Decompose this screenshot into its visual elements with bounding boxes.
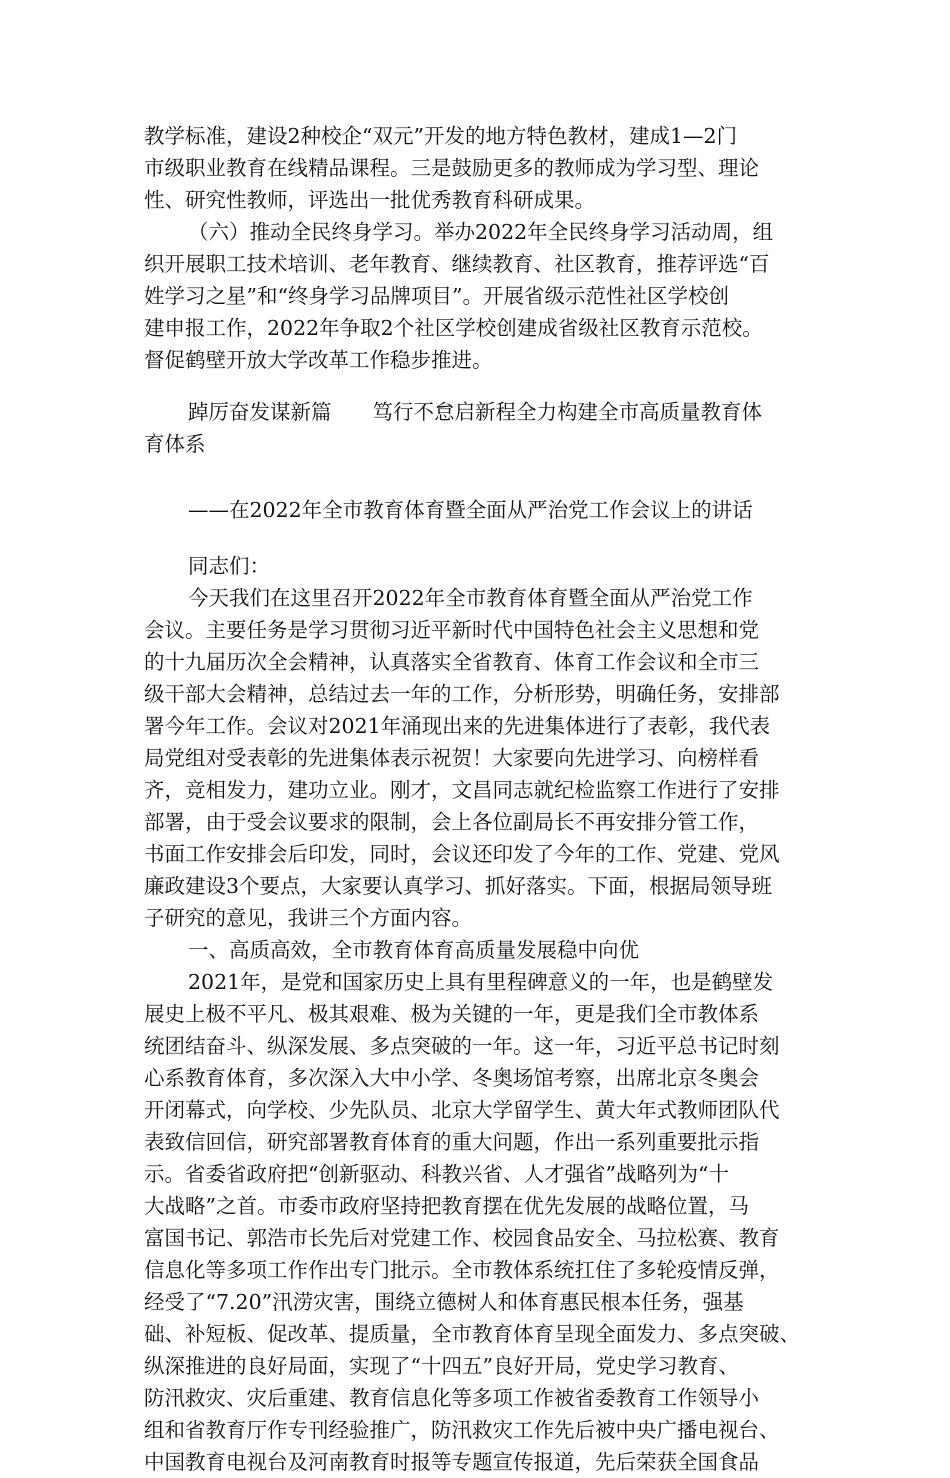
title-line: 踔厉奋发谋新篇 笃行不怠启新程全力构建全市高质量教育体 <box>188 400 762 424</box>
paragraph-six-first-line: （六）推动全民终身学习。举办2022年全民终身学习活动周，组 <box>188 220 774 244</box>
body-line: 大战略”之首。市委市政府坚持把教育摆在优先发展的战略位置，马 <box>144 1194 749 1218</box>
body-line: 部署，由于受会议要求的限制，会上各位副局长不再安排分管工作， <box>144 810 759 834</box>
body-line: 教学标准，建设2种校企“双元”开发的地方特色教材，建成1—2门 <box>144 124 738 148</box>
body-line: 署今年工作。会议对2021年涌现出来的先进集体进行了表彰，我代表 <box>144 714 771 738</box>
body-line: 统团结奋斗、纵深发展、多点突破的一年。这一年，习近平总书记时刻 <box>144 1034 780 1058</box>
body-line: 防汛救灾、灾后重建、教育信息化等多项工作被省委教育工作领导小 <box>144 1386 759 1410</box>
body-line: 组和省教育厅作专刊经验推广，防汛救灾工作先后被中央广播电视台、 <box>144 1418 780 1442</box>
body-line: 的十九届历次全会精神，认真落实全省教育、体育工作会议和全市三 <box>144 650 759 674</box>
body-line: 建申报工作，2022年争取2个社区学校创建成省级社区教育示范校。 <box>144 316 763 340</box>
title-line: 育体系 <box>144 432 206 456</box>
body-line: 表致信回信，研究部署教育体育的重大问题，作出一系列重要批示指 <box>144 1130 759 1154</box>
section-one-first-line: 2021年，是党和国家历史上具有里程碑意义的一年，也是鹤壁发 <box>188 970 774 994</box>
intro-first-line: 今天我们在这里召开2022年全市教育体育暨全面从严治党工作 <box>188 586 753 610</box>
body-line: 市级职业教育在线精品课程。三是鼓励更多的教师成为学习型、理论 <box>144 156 759 180</box>
body-line: 会议。主要任务是学习贯彻习近平新时代中国特色社会主义思想和党 <box>144 618 759 642</box>
body-line: 富国书记、郭浩市长先后对党建工作、校园食品安全、马拉松赛、教育 <box>144 1226 780 1250</box>
body-line: 级干部大会精神，总结过去一年的工作，分析形势，明确任务，安排部 <box>144 682 780 706</box>
body-line: 开闭幕式，向学校、少先队员、北京大学留学生、黄大年式教师团队代 <box>144 1098 780 1122</box>
body-line: 纵深推进的良好局面，实现了“十四五”良好开局，党史学习教育、 <box>144 1354 739 1378</box>
body-line: 础、补短板、促改革、提质量，全市教育体育呈现全面发力、多点突破、 <box>144 1322 800 1346</box>
body-line: 书面工作安排会后印发，同时，会议还印发了今年的工作、党建、党风 <box>144 842 780 866</box>
body-line: 性、研究性教师，评选出一批优秀教育科研成果。 <box>144 188 595 212</box>
body-line: 局党组对受表彰的先进集体表示祝贺！大家要向先进学习、向榜样看 <box>144 746 759 770</box>
salutation: 同志们： <box>188 554 270 578</box>
body-line: 姓学习之星”和“终身学习品牌项目”。开展省级示范性社区学校创 <box>144 284 729 308</box>
body-line: 织开展职工技术培训、老年教育、继续教育、社区教育，推荐评选“百 <box>144 252 770 276</box>
body-line: 子研究的意见，我讲三个方面内容。 <box>144 906 472 930</box>
speech-title <box>144 396 816 460</box>
body-line: 示。省委省政府把“创新驱动、科教兴省、人才强省”战略列为“十 <box>144 1162 729 1186</box>
body-line: 齐，竞相发力，建功立业。刚才，文昌同志就纪检监察工作进行了安排 <box>144 778 780 802</box>
body-line: 廉政建设3个要点，大家要认真学习、抓好落实。下面，根据局领导班 <box>144 874 773 898</box>
body-line: 展史上极不平凡、极其艰难、极为关键的一年，更是我们全市教体系 <box>144 1002 759 1026</box>
speech-subtitle-block <box>144 494 816 526</box>
section-one-heading: 一、高质高效，全市教育体育高质量发展稳中向优 <box>188 938 639 962</box>
body-line: 督促鹤壁开放大学改革工作稳步推进。 <box>144 348 493 372</box>
previous-section-continuation <box>144 120 816 376</box>
body-line: 心系教育体育，多次深入大中小学、冬奥场馆考察，出席北京冬奥会 <box>144 1066 759 1090</box>
speech-subtitle: ——在2022年全市教育体育暨全面从严治党工作会议上的讲话 <box>188 498 753 522</box>
body-line: 信息化等多项工作作出专门批示。全市教体系统扛住了多轮疫情反弹， <box>144 1258 780 1282</box>
speech-body <box>144 550 816 1478</box>
body-line: 中国教育电视台及河南教育时报等专题宣传报道，先后荣获全国食品 <box>144 1450 759 1474</box>
body-line: 经受了“7.20”汛涝灾害，围绕立德树人和体育惠民根本任务，强基 <box>144 1290 744 1314</box>
